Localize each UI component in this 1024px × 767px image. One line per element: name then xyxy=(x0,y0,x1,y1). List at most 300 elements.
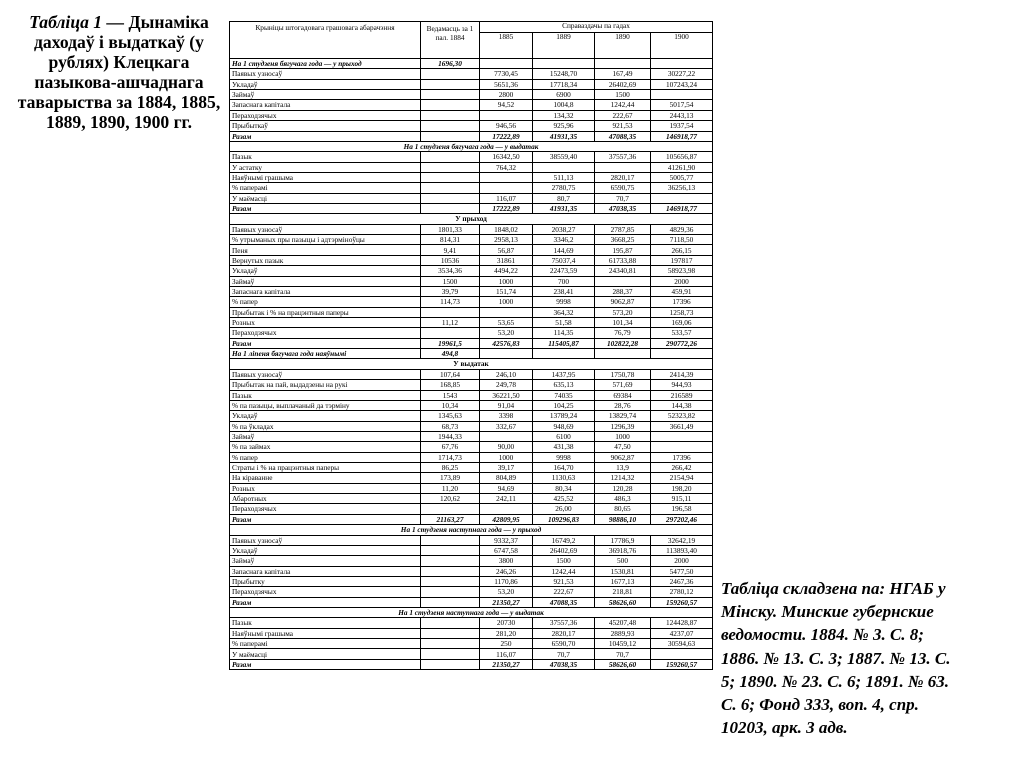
value-cell: 36256,13 xyxy=(651,183,713,193)
value-cell: 91,04 xyxy=(480,400,533,410)
value-cell: 17222,89 xyxy=(480,204,533,214)
value-cell: 6900 xyxy=(533,90,595,100)
table-row xyxy=(230,297,713,307)
value-cell: 113893,40 xyxy=(651,545,713,555)
value-cell: 2787,85 xyxy=(595,224,651,234)
value-cell xyxy=(480,110,533,120)
header-year-1890: 1890 xyxy=(595,33,651,59)
total-row xyxy=(230,131,713,141)
table-row xyxy=(230,452,713,462)
value-cell: 39,17 xyxy=(480,463,533,473)
value-cell xyxy=(421,639,480,649)
value-cell: 3346,2 xyxy=(533,235,595,245)
table-row xyxy=(230,628,713,638)
value-cell: 1242,44 xyxy=(595,100,651,110)
value-cell: 53,20 xyxy=(480,328,533,338)
value-cell: 2000 xyxy=(651,276,713,286)
value-cell: 533,57 xyxy=(651,328,713,338)
row-label: Пазык xyxy=(230,152,421,162)
value-cell: 67,76 xyxy=(421,442,480,452)
value-cell xyxy=(595,349,651,359)
table-row xyxy=(230,286,713,296)
value-cell: 10459,12 xyxy=(595,639,651,649)
value-cell: 1437,95 xyxy=(533,369,595,379)
header-year-group: Справаздачы па гадах xyxy=(480,22,713,33)
value-cell xyxy=(421,556,480,566)
value-cell: 116,07 xyxy=(480,649,533,659)
header-source-column: Крыніцы штогадовага грашовага абарачэння xyxy=(230,22,421,59)
value-cell xyxy=(421,131,480,141)
row-label: Укладаў xyxy=(230,411,421,421)
value-cell: 94,69 xyxy=(480,483,533,493)
row-label: Вернутых пазык xyxy=(230,255,421,265)
row-label: Запаснага капітала xyxy=(230,566,421,576)
section-header-label: У выдатак xyxy=(230,359,713,369)
value-cell: 17396 xyxy=(651,452,713,462)
row-label: У астатку xyxy=(230,162,421,172)
value-cell: 13829,74 xyxy=(595,411,651,421)
value-cell: 2000 xyxy=(651,556,713,566)
value-cell xyxy=(421,576,480,586)
value-cell: 2820,17 xyxy=(595,172,651,182)
section-header-label: На 1 студзеня бягучага года — у выдатак xyxy=(230,141,713,151)
total-row xyxy=(230,597,713,607)
row-label: Займаў xyxy=(230,556,421,566)
value-cell: 107,64 xyxy=(421,369,480,379)
table-row xyxy=(230,473,713,483)
table-row xyxy=(230,545,713,555)
value-cell: 921,53 xyxy=(595,121,651,131)
total-row xyxy=(230,204,713,214)
value-cell: 222,67 xyxy=(595,110,651,120)
value-cell: 573,20 xyxy=(595,307,651,317)
header-year-1885: 1885 xyxy=(480,33,533,59)
table-row xyxy=(230,100,713,110)
row-label: Паявых узносаў xyxy=(230,69,421,79)
value-cell: 24340,81 xyxy=(595,266,651,276)
value-cell: 159260,57 xyxy=(651,597,713,607)
value-cell: 1000 xyxy=(595,431,651,441)
value-cell xyxy=(480,349,533,359)
source-line: Мінску. Минские губернские xyxy=(721,602,934,622)
value-cell: 168,85 xyxy=(421,380,480,390)
value-cell: 195,87 xyxy=(595,245,651,255)
value-cell xyxy=(480,307,533,317)
value-cell: 80,34 xyxy=(533,483,595,493)
row-label: На кіраванне xyxy=(230,473,421,483)
value-cell xyxy=(421,121,480,131)
value-cell: 144,38 xyxy=(651,400,713,410)
value-cell: 86,25 xyxy=(421,463,480,473)
value-cell: 1530,81 xyxy=(595,566,651,576)
table-row xyxy=(230,276,713,286)
source-line: 10203, арк. 3 адв. xyxy=(721,718,848,738)
row-label: Пераходзячых xyxy=(230,328,421,338)
row-label: Укладаў xyxy=(230,266,421,276)
row-label: Розных xyxy=(230,317,421,327)
table-row xyxy=(230,587,713,597)
value-cell: 80,7 xyxy=(533,193,595,203)
value-cell: 1500 xyxy=(533,556,595,566)
value-cell xyxy=(421,69,480,79)
row-label: Прыбытак і % на працэнтныя паперы xyxy=(230,307,421,317)
total-row xyxy=(230,514,713,524)
value-cell: 9062,87 xyxy=(595,452,651,462)
table-row xyxy=(230,69,713,79)
value-cell: 9998 xyxy=(533,297,595,307)
value-cell xyxy=(533,162,595,172)
value-cell xyxy=(480,183,533,193)
value-cell: 1000 xyxy=(480,452,533,462)
total-row xyxy=(230,338,713,348)
value-cell: 2958,13 xyxy=(480,235,533,245)
value-cell: 68,73 xyxy=(421,421,480,431)
value-cell: 107243,24 xyxy=(651,79,713,89)
value-cell: 104,25 xyxy=(533,400,595,410)
value-cell: 120,62 xyxy=(421,494,480,504)
row-label: Разам xyxy=(230,338,421,348)
table-row xyxy=(230,504,713,514)
value-cell: 41931,35 xyxy=(533,204,595,214)
table-row xyxy=(230,79,713,89)
value-cell xyxy=(421,328,480,338)
table-row xyxy=(230,639,713,649)
value-cell: 3668,25 xyxy=(595,235,651,245)
value-cell: 1944,33 xyxy=(421,431,480,441)
value-cell: 921,53 xyxy=(533,576,595,586)
table-row xyxy=(230,421,713,431)
value-cell: 30227,22 xyxy=(651,69,713,79)
value-cell: 17396 xyxy=(651,297,713,307)
row-label: % папер xyxy=(230,297,421,307)
row-label: На 1 студзеня бягучага года — у прыход xyxy=(230,59,421,69)
value-cell xyxy=(421,566,480,576)
value-cell: 10,34 xyxy=(421,400,480,410)
row-label: Разам xyxy=(230,131,421,141)
value-cell: 52323,82 xyxy=(651,411,713,421)
value-cell: 105656,87 xyxy=(651,152,713,162)
value-cell: 2780,75 xyxy=(533,183,595,193)
value-cell: 5005,77 xyxy=(651,172,713,182)
value-cell: 804,89 xyxy=(480,473,533,483)
value-cell: 36221,50 xyxy=(480,390,533,400)
value-cell xyxy=(421,307,480,317)
value-cell: 10536 xyxy=(421,255,480,265)
value-cell: 281,20 xyxy=(480,628,533,638)
table-row xyxy=(230,556,713,566)
row-label: Запаснага капітала xyxy=(230,286,421,296)
value-cell: 42809,95 xyxy=(480,514,533,524)
value-cell: 2820,17 xyxy=(533,628,595,638)
value-cell: 1848,02 xyxy=(480,224,533,234)
value-cell: 20730 xyxy=(480,618,533,628)
value-cell: 459,91 xyxy=(651,286,713,296)
value-cell: 1000 xyxy=(480,297,533,307)
value-cell: 6747,58 xyxy=(480,545,533,555)
row-label: Страты і % на працэнтныя паперы xyxy=(230,463,421,473)
row-label: У маёмасці xyxy=(230,649,421,659)
table-row xyxy=(230,411,713,421)
value-cell xyxy=(421,204,480,214)
value-cell: 288,37 xyxy=(595,286,651,296)
row-label: У маёмасці xyxy=(230,193,421,203)
value-cell: 948,69 xyxy=(533,421,595,431)
value-cell: 13,9 xyxy=(595,463,651,473)
row-label: Укладаў xyxy=(230,79,421,89)
source-line: С. 6; Фонд 333, воп. 4, спр. xyxy=(721,695,919,715)
value-cell xyxy=(651,431,713,441)
value-cell: 9062,87 xyxy=(595,297,651,307)
value-cell: 1170,86 xyxy=(480,576,533,586)
value-cell: 6590,70 xyxy=(533,639,595,649)
value-cell: 238,41 xyxy=(533,286,595,296)
value-cell: 74035 xyxy=(533,390,595,400)
value-cell: 1801,33 xyxy=(421,224,480,234)
value-cell xyxy=(421,162,480,172)
row-label: % паперамі xyxy=(230,183,421,193)
value-cell xyxy=(421,100,480,110)
value-cell: 511,13 xyxy=(533,172,595,182)
value-cell: 94,52 xyxy=(480,100,533,110)
value-cell: 1714,73 xyxy=(421,452,480,462)
value-cell: 2038,27 xyxy=(533,224,595,234)
value-cell: 36918,76 xyxy=(595,545,651,555)
table-row xyxy=(230,400,713,410)
value-cell: 11,12 xyxy=(421,317,480,327)
row-label: Паявых узносаў xyxy=(230,369,421,379)
value-cell: 30594,63 xyxy=(651,639,713,649)
source-line: 5; 1890. № 23. С. 6; 1891. № 63. xyxy=(721,671,950,691)
value-cell xyxy=(421,545,480,555)
row-label: Паявых узносаў xyxy=(230,535,421,545)
value-cell: 151,74 xyxy=(480,286,533,296)
value-cell xyxy=(421,649,480,659)
value-cell: 700 xyxy=(533,276,595,286)
value-cell: 70,7 xyxy=(533,649,595,659)
value-cell: 1543 xyxy=(421,390,480,400)
value-cell: 246,26 xyxy=(480,566,533,576)
value-cell xyxy=(651,59,713,69)
table-row xyxy=(230,649,713,659)
table-row xyxy=(230,152,713,162)
table-row xyxy=(230,317,713,327)
value-cell: 571,69 xyxy=(595,380,651,390)
value-cell: 75037,4 xyxy=(533,255,595,265)
table-row xyxy=(230,224,713,234)
row-label: На 1 ліпеня бягучага года наяўнымі xyxy=(230,349,421,359)
value-cell: 26,00 xyxy=(533,504,595,514)
value-cell xyxy=(421,172,480,182)
row-label: Займаў xyxy=(230,276,421,286)
row-label: % па займах xyxy=(230,442,421,452)
value-cell: 1004,8 xyxy=(533,100,595,110)
value-cell: 114,73 xyxy=(421,297,480,307)
value-cell: 250 xyxy=(480,639,533,649)
value-cell: 41931,35 xyxy=(533,131,595,141)
value-cell: 1242,44 xyxy=(533,566,595,576)
total-row xyxy=(230,349,713,359)
table-row xyxy=(230,110,713,120)
table-body xyxy=(230,59,713,670)
value-cell: 1696,30 xyxy=(421,59,480,69)
table-row xyxy=(230,618,713,628)
value-cell: 173,89 xyxy=(421,473,480,483)
table-row xyxy=(230,193,713,203)
value-cell xyxy=(651,349,713,359)
value-cell: 486,3 xyxy=(595,494,651,504)
value-cell: 17222,89 xyxy=(480,131,533,141)
value-cell: 290772,26 xyxy=(651,338,713,348)
value-cell: 16342,50 xyxy=(480,152,533,162)
value-cell: 3398 xyxy=(480,411,533,421)
table-row xyxy=(230,566,713,576)
table-row xyxy=(230,380,713,390)
value-cell xyxy=(421,152,480,162)
table-title-text: Дынаміка даходаў і выдаткаў (у рублях) Клецкага пазыкова-ашчаднага таварыства за 1884, 1885, 1889, 1890, 1900 гг. xyxy=(17,12,221,132)
section-header-row xyxy=(230,608,713,618)
value-cell: 5651,36 xyxy=(480,79,533,89)
value-cell: 946,56 xyxy=(480,121,533,131)
value-cell: 218,81 xyxy=(595,587,651,597)
value-cell: 47038,35 xyxy=(595,204,651,214)
value-cell xyxy=(480,431,533,441)
value-cell: 242,11 xyxy=(480,494,533,504)
value-cell: 1750,78 xyxy=(595,369,651,379)
total-row xyxy=(230,659,713,669)
value-cell xyxy=(533,59,595,69)
value-cell: 42576,83 xyxy=(480,338,533,348)
table-row xyxy=(230,431,713,441)
value-cell: 1296,39 xyxy=(595,421,651,431)
section-header-label: У прыход xyxy=(230,214,713,224)
table-row xyxy=(230,535,713,545)
value-cell xyxy=(421,193,480,203)
value-cell: 2889,93 xyxy=(595,628,651,638)
value-cell: 21163,27 xyxy=(421,514,480,524)
value-cell: 22473,59 xyxy=(533,266,595,276)
value-cell: 47038,35 xyxy=(533,659,595,669)
table-row xyxy=(230,576,713,586)
value-cell: 1937,54 xyxy=(651,121,713,131)
value-cell: 635,13 xyxy=(533,380,595,390)
value-cell: 2467,36 xyxy=(651,576,713,586)
value-cell: 159260,57 xyxy=(651,659,713,669)
value-cell: 7118,50 xyxy=(651,235,713,245)
value-cell: 4829,36 xyxy=(651,224,713,234)
row-label: % паперамі xyxy=(230,639,421,649)
value-cell: 120,28 xyxy=(595,483,651,493)
value-cell: 431,38 xyxy=(533,442,595,452)
row-label: Розных xyxy=(230,483,421,493)
table-row xyxy=(230,494,713,504)
value-cell xyxy=(421,535,480,545)
value-cell: 4494,22 xyxy=(480,266,533,276)
row-label: % па пазыцы, выплачаный да тэрміну xyxy=(230,400,421,410)
value-cell: 53,65 xyxy=(480,317,533,327)
row-label: Укладаў xyxy=(230,545,421,555)
value-cell: 266,15 xyxy=(651,245,713,255)
value-cell: 944,93 xyxy=(651,380,713,390)
value-cell: 15248,70 xyxy=(533,69,595,79)
value-cell: 98886,10 xyxy=(595,514,651,524)
value-cell: 134,32 xyxy=(533,110,595,120)
table-row xyxy=(230,442,713,452)
table-row xyxy=(230,483,713,493)
value-cell: 116,07 xyxy=(480,193,533,203)
value-cell xyxy=(421,90,480,100)
source-line: 1886. № 13. С. 3; 1887. № 13. С. xyxy=(721,648,951,668)
value-cell xyxy=(421,79,480,89)
table-row xyxy=(230,245,713,255)
value-cell: 37557,36 xyxy=(595,152,651,162)
value-cell: 164,70 xyxy=(533,463,595,473)
value-cell: 764,32 xyxy=(480,162,533,172)
value-cell: 17786,9 xyxy=(595,535,651,545)
value-cell: 41261,90 xyxy=(651,162,713,172)
value-cell: 115405,87 xyxy=(533,338,595,348)
row-label: Разам xyxy=(230,597,421,607)
table-row xyxy=(230,90,713,100)
row-label: Пазык xyxy=(230,390,421,400)
section-header-row xyxy=(230,525,713,535)
value-cell: 101,34 xyxy=(595,317,651,327)
row-label: Прыбыткаў xyxy=(230,121,421,131)
value-cell xyxy=(651,442,713,452)
value-cell: 70,7 xyxy=(595,649,651,659)
value-cell: 2154,94 xyxy=(651,473,713,483)
value-cell: 1130,63 xyxy=(533,473,595,483)
value-cell: 69384 xyxy=(595,390,651,400)
table-title-label: Табліца 1 — xyxy=(29,12,125,32)
value-cell: 6100 xyxy=(533,431,595,441)
value-cell: 196,58 xyxy=(651,504,713,514)
value-cell xyxy=(651,90,713,100)
value-cell: 144,69 xyxy=(533,245,595,255)
row-label: Паявых узносаў xyxy=(230,224,421,234)
value-cell: 9,41 xyxy=(421,245,480,255)
value-cell: 102822,28 xyxy=(595,338,651,348)
table-row xyxy=(230,390,713,400)
value-cell xyxy=(533,349,595,359)
value-cell xyxy=(421,183,480,193)
row-label: Запаснага капітала xyxy=(230,100,421,110)
section-header-label: На 1 студзеня наступнага года — у прыход xyxy=(230,525,713,535)
value-cell: 11,20 xyxy=(421,483,480,493)
value-cell: 47088,35 xyxy=(595,131,651,141)
value-cell: 1258,73 xyxy=(651,307,713,317)
row-label: % папер xyxy=(230,452,421,462)
section-header-row xyxy=(230,359,713,369)
value-cell xyxy=(421,628,480,638)
value-cell: 39,79 xyxy=(421,286,480,296)
value-cell: 109296,83 xyxy=(533,514,595,524)
value-cell: 197817 xyxy=(651,255,713,265)
value-cell xyxy=(421,504,480,514)
value-cell: 37557,36 xyxy=(533,618,595,628)
value-cell: 2414,39 xyxy=(651,369,713,379)
value-cell: 167,49 xyxy=(595,69,651,79)
value-cell: 1214,32 xyxy=(595,473,651,483)
row-label: Займаў xyxy=(230,431,421,441)
value-cell: 425,52 xyxy=(533,494,595,504)
value-cell: 297202,46 xyxy=(651,514,713,524)
value-cell: 146918,77 xyxy=(651,204,713,214)
value-cell: 47,50 xyxy=(595,442,651,452)
source-note xyxy=(721,577,1006,739)
value-cell xyxy=(421,110,480,120)
value-cell: 3534,36 xyxy=(421,266,480,276)
value-cell: 9332,37 xyxy=(480,535,533,545)
